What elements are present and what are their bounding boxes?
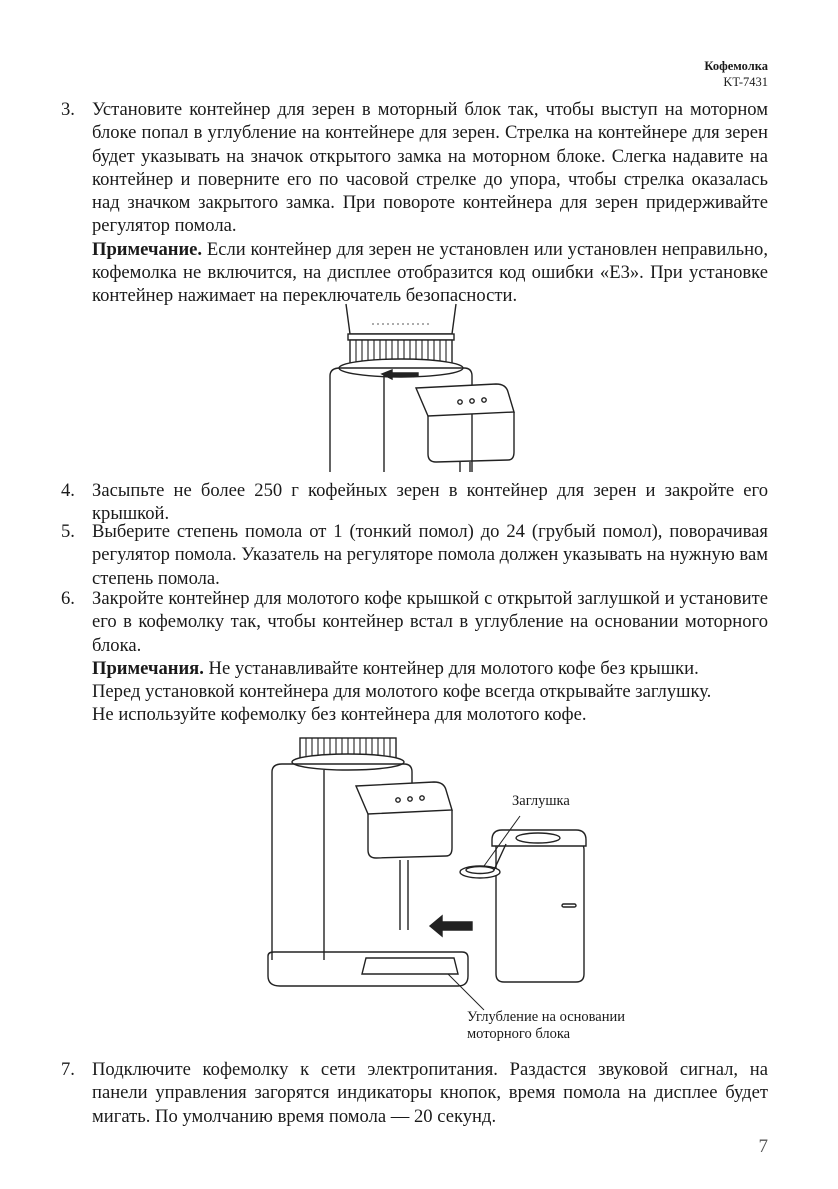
step-number: 6. [61,588,75,609]
step-5 [61,520,768,590]
callout-recess [467,1009,625,1043]
step-text: Закройте контейнер для молотого кофе крышкой с открытой заглушкой и установите его в кофемолку так, чтобы контейнер встал в углубление на основании моторного блока. [92,588,768,656]
note-label: Примечание. [92,238,203,260]
step-4 [61,479,768,526]
callout-recess-line: моторного блока [467,1026,571,1042]
callout-plug: Заглушка [512,793,570,809]
step-note [92,657,768,680]
page-header [704,58,768,90]
step-text: Засыпьте не более 250 г кофейных зерен в контейнер для зерен и закройте его крышкой. [92,480,768,525]
step-6 [61,587,768,727]
step-number: 5. [61,521,75,542]
step-number: 4. [61,480,75,501]
header-title: Кофемолка [704,59,768,73]
step-text: Выберите степень помола от 1 (тонкий помол) до 24 (грубый помол), поворачивая регулятор помола. Указатель на регуляторе помола должен указывать на нужную вам степень помола. [92,521,768,589]
note-text: Если контейнер для зерен не установлен или установлен неправильно, кофемолка не включится, на дисплее отобразится код ошибки «E3». При установке контейнер нажимает на переключатель безопасности. [92,238,768,307]
step-3 [61,98,768,308]
figure-bean-container-install [310,302,530,472]
grinder-full-illustration [258,730,598,1020]
header-model: KT-7431 [723,75,768,89]
step-note-line: Не используйте кофемолку без контейнера для молотого кофе. [92,704,587,726]
page-number: 7 [758,1136,768,1157]
step-text: Установите контейнер для зерен в моторный блок так, чтобы выступ на моторном блоке попал в углубление на контейнере для зерен. Стрелка на контейнере для зерен будет указывать на значок открытого замка на моторном блоке. Слегка надавите на контейнер и поверните его по часовой стрелке до упора, чтобы стрелка оказалась над значком закрытого замка. При повороте контейнера для зерен придерживайте регулятор помола. [92,99,768,237]
step-note-line: Перед установкой контейнера для молотого кофе всегда открывайте заглушку. [92,681,712,703]
step-note [92,238,768,308]
step-number: 7. [61,1059,75,1080]
step-text: Подключите кофемолку к сети электропитания. Раздастся звуковой сигнал, на панели управления загорятся индикаторы кнопок, время помола на дисплее будет мигать. По умолчанию время помола — 20 секунд. [92,1059,768,1127]
figure-ground-container-install [258,730,598,1020]
step-7 [61,1058,768,1128]
note-text: Не устанавливайте контейнер для молотого кофе без крышки. [203,657,699,679]
grinder-top-illustration [310,302,530,472]
note-label: Примечания. [92,657,204,679]
step-number: 3. [61,99,75,120]
callout-recess-line: Углубление на основании [467,1009,626,1025]
